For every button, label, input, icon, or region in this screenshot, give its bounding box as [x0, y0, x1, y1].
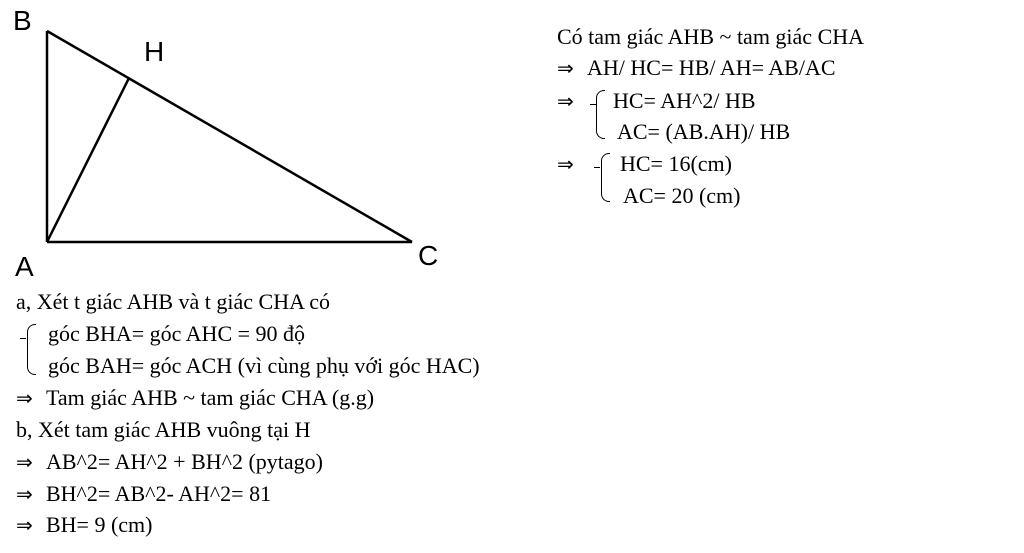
right-line-1: Có tam giác AHB ~ tam giác CHA — [557, 24, 865, 49]
right-line-2: AH/ HC= HB/ AH= AB/AC — [587, 55, 836, 80]
brace-top — [596, 90, 605, 105]
conclusion-a: Tam giác AHB ~ tam giác CHA (g.g) — [46, 385, 375, 410]
system-2-line-2: AC= 20 (cm) — [623, 183, 741, 208]
step-3-row — [16, 509, 153, 541]
brace-bottom — [27, 338, 36, 375]
system-2-arrow-row — [557, 148, 587, 180]
system-2-line-1: HC= 16(cm) — [620, 151, 732, 176]
implies-arrow: ⇒ — [16, 386, 33, 410]
triangle-figure — [0, 0, 460, 290]
point-label-c: C — [418, 240, 439, 271]
side-bc — [47, 31, 412, 242]
point-label-b: B — [13, 5, 32, 36]
step-2: BH^2= AB^2- AH^2= 81 — [46, 481, 272, 506]
implies-arrow: ⇒ — [557, 89, 574, 113]
conclusion-a-row — [16, 382, 374, 414]
altitude-ah — [47, 78, 129, 242]
brace-bottom — [601, 167, 610, 202]
system-a-line-1: góc BHA= góc AHC = 90 độ — [48, 321, 306, 346]
brace-tip — [594, 167, 600, 168]
system-1-line-2: AC= (AB.AH)/ HB — [617, 119, 791, 144]
brace-tip — [590, 104, 596, 105]
implies-arrow: ⇒ — [16, 450, 33, 474]
right-line-2-row — [557, 52, 836, 84]
point-label-a: A — [15, 251, 34, 282]
point-label-h: H — [144, 36, 165, 67]
brace-top — [27, 324, 36, 339]
brace-bottom — [596, 104, 605, 139]
implies-arrow: ⇒ — [557, 56, 574, 80]
implies-arrow: ⇒ — [557, 152, 574, 176]
implies-arrow: ⇒ — [16, 513, 33, 537]
part-a-heading: a, Xét t giác AHB và t giác CHA có — [16, 289, 331, 314]
step-2-row — [16, 478, 271, 510]
implies-arrow: ⇒ — [16, 482, 33, 506]
step-3: BH= 9 (cm) — [46, 512, 153, 537]
brace-top — [601, 153, 610, 168]
system-a-line-2: góc BAH= góc ACH (vì cùng phụ với góc HAC) — [48, 353, 480, 378]
part-b-heading: b, Xét tam giác AHB vuông tại H — [16, 417, 311, 442]
step-1-row — [16, 446, 323, 478]
system-1-line-1: HC= AH^2/ HB — [613, 88, 756, 113]
system-1-arrow-row — [557, 85, 587, 117]
step-1: AB^2= AH^2 + BH^2 (pytago) — [46, 449, 323, 474]
brace-tip — [20, 338, 26, 339]
